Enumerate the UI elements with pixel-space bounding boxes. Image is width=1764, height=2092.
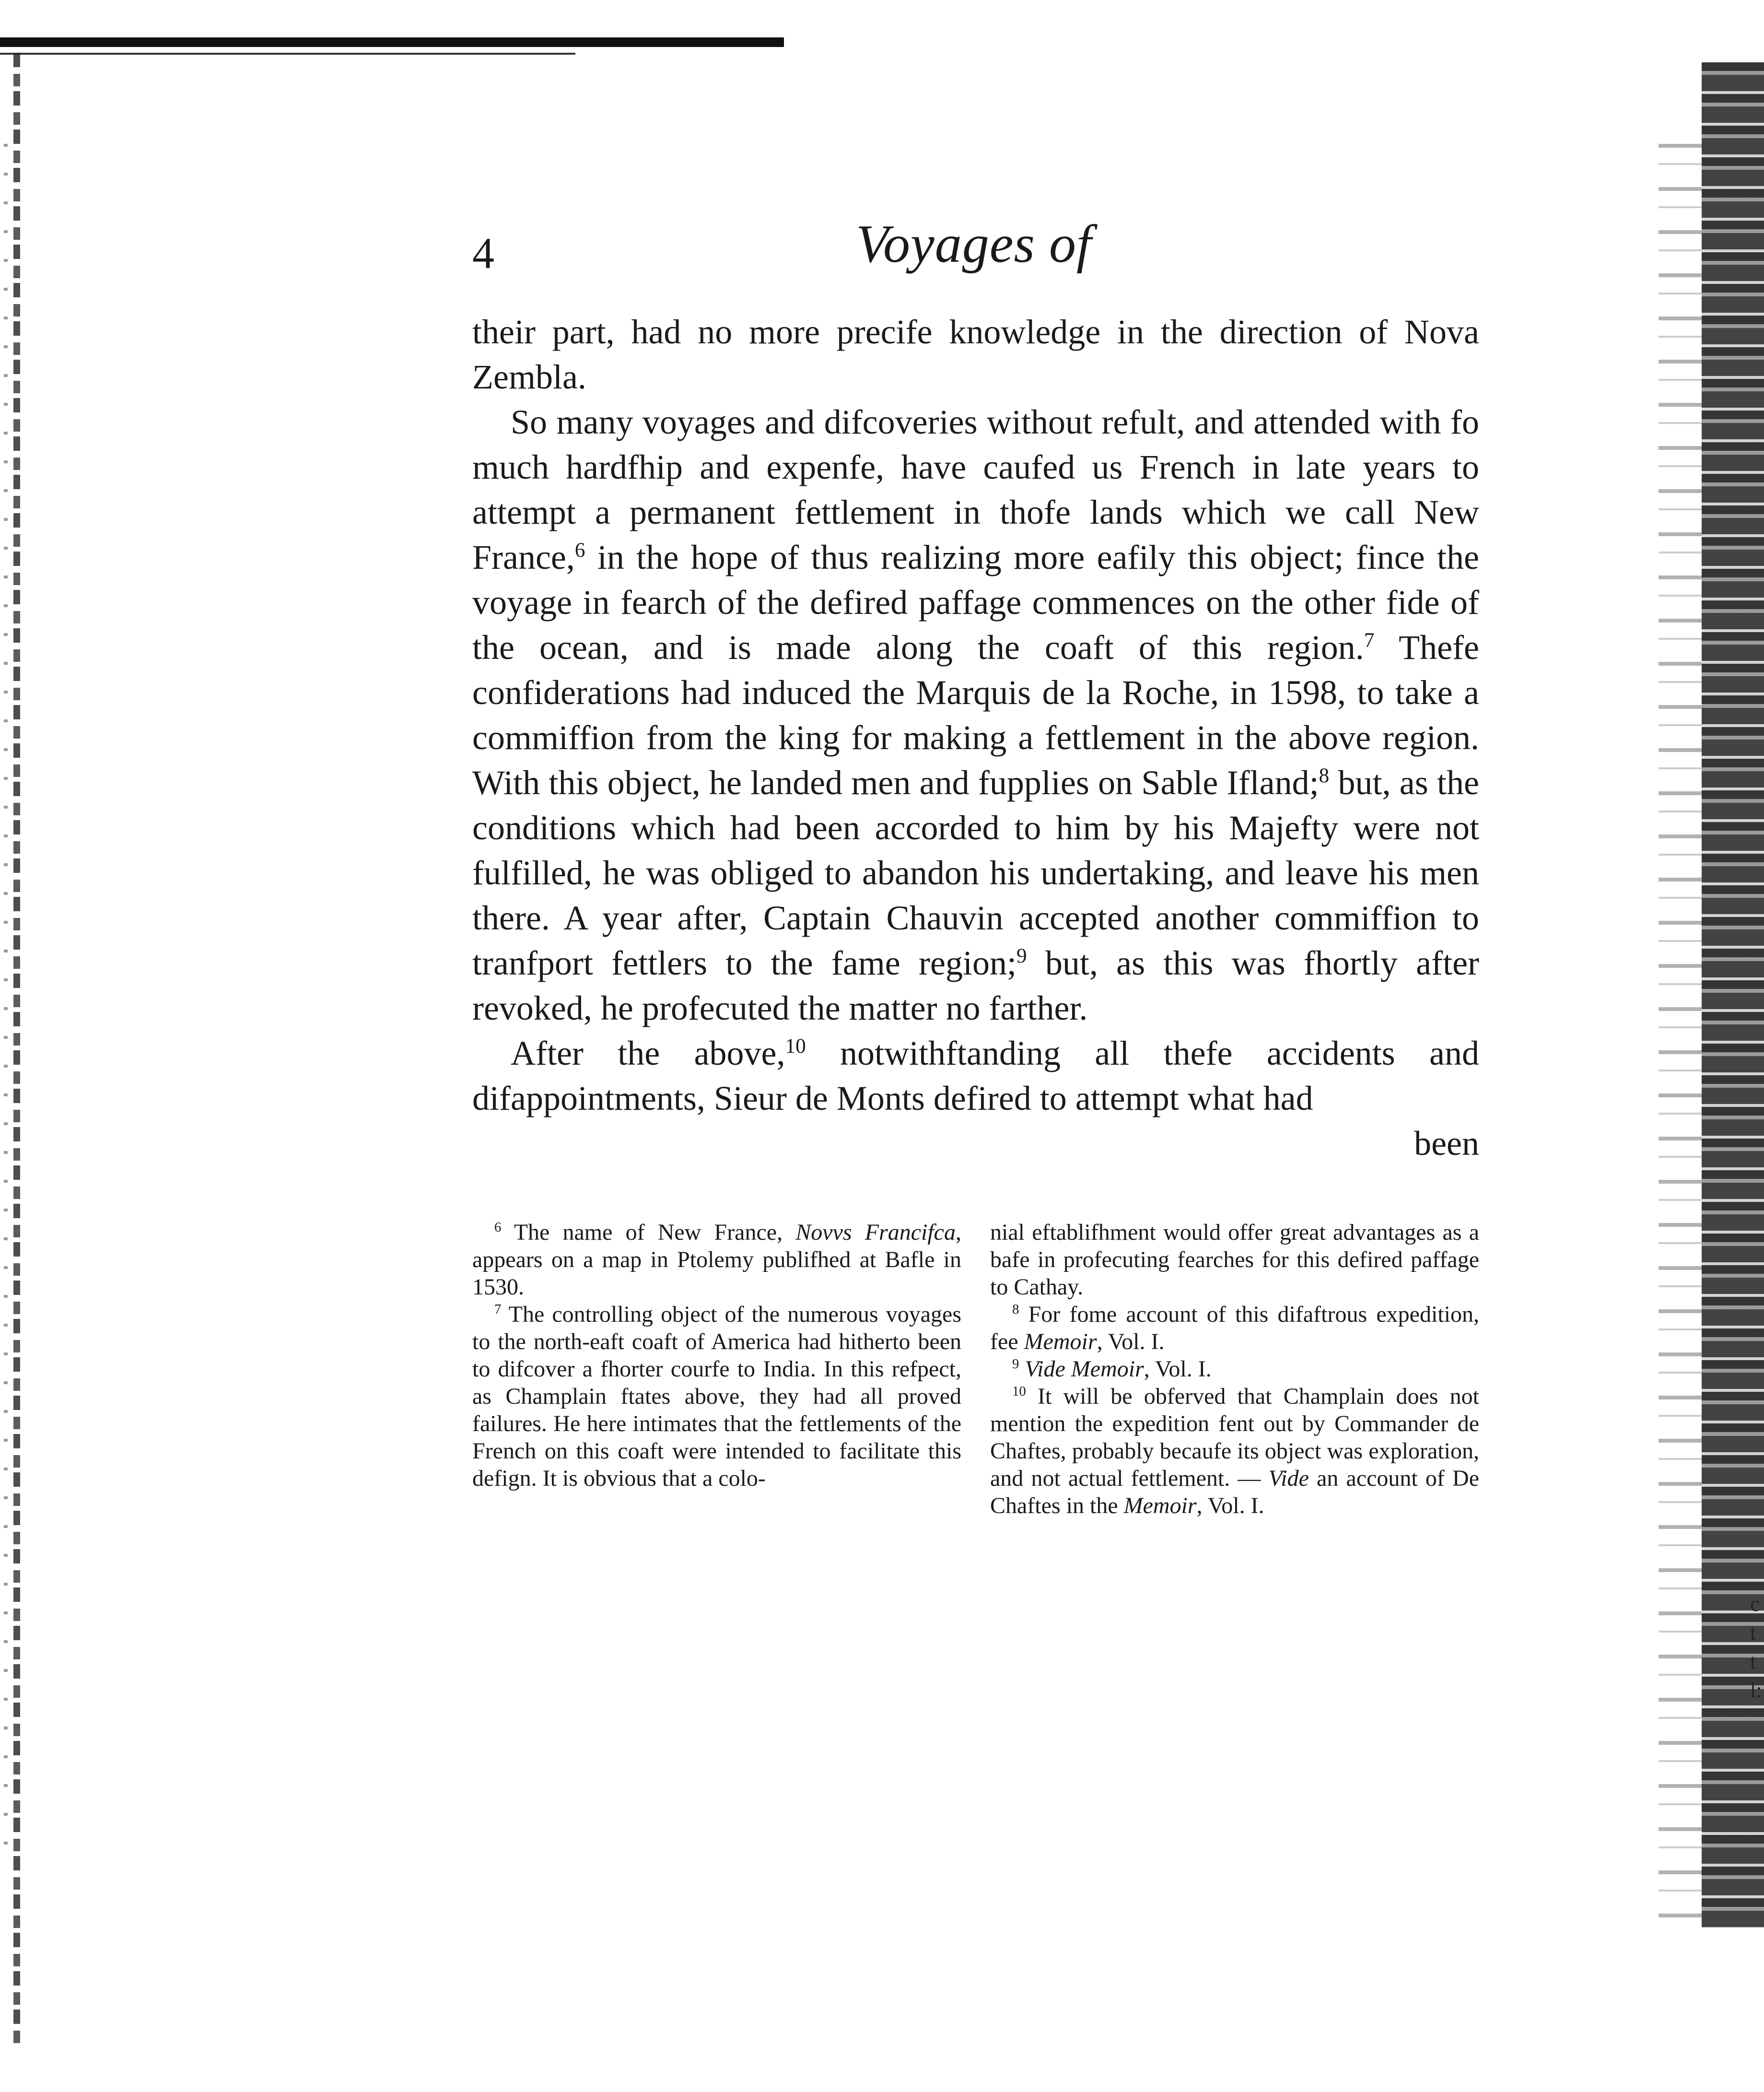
footnote-ref[interactable]: 8 — [1319, 764, 1330, 787]
scan-top-rule-thin — [0, 53, 575, 55]
footnote-ref[interactable]: 7 — [1364, 629, 1375, 652]
margin-letter: l: — [1750, 1679, 1762, 1702]
scan-top-rule — [0, 37, 784, 47]
book-page — [472, 213, 1479, 1519]
page-header — [472, 213, 1479, 309]
footnote-8: $^8$ For fome account of this difaftrous expedition, fee Memoir, Vol. I. — [990, 1302, 1479, 1354]
footnote-6: $^6$ The name of New France, Novvs Francifca, appears on a map in Ptolemy publifhed at Bafle in 1530. — [472, 1220, 961, 1300]
running-head: Voyages of — [856, 214, 1092, 274]
footnote-7: $^7$ The controlling object of the numerous voyages to the north-eaft coaft of America had hitherto been to difcover a fhorter courfe to India. In this refpect, as Champlain ftates above, they had all proved failures. He here intimates that the fettlements of the French on this coaft were intended to facilitate this defign. It is obvious that a colo- — [472, 1302, 961, 1491]
footnotes — [472, 1219, 1479, 1519]
footnote-ref[interactable]: 10 — [785, 1035, 806, 1058]
scan-right-shadow — [1659, 144, 1702, 1918]
footnote-10: $^{10}$ It will be obferved that Champlain does not mention the expedition fent out by Commander de Chaftes, probably becaufe its object was exploration, and not actual fettlement. — Vide an account of De Chaftes in the Memoir, Vol. I. — [990, 1384, 1479, 1518]
footnote-ref[interactable]: 9 — [1016, 945, 1027, 967]
scan-left-specks — [4, 144, 8, 1870]
next-page-margin-letters — [1750, 1590, 1764, 1705]
footnote-ref[interactable]: 6 — [574, 539, 585, 562]
page-number: 4 — [472, 229, 494, 278]
footnotes-left-column — [472, 1219, 961, 1519]
footnotes-right-column — [990, 1219, 1479, 1519]
margin-letter: c — [1750, 1592, 1760, 1616]
footnote-7-continued: nial eftablifhment would offer great advantages as a bafe in profecuting fearches for this defired paffage to Cathay. — [990, 1220, 1479, 1300]
paragraph: So many voyages and difcoveries without refult, and attended with fo much hardfhip and expenfe, have caufed us French in late years to attempt a permanent fettlement in thofe lands which we call New France,$^6$ in the hope of thus realizing more eafily this object; fince the voyage in fearch of the defired paffage commences on the other fide of the ocean, and is made along the coaft of this region.$^7$ Thefe confiderations had induced the Marquis de la Roche, in 1598, to take a commiffion from the king for making a fettlement in the above region. With this object, he landed men and fupplies on Sable Ifland;$^8$ but, as the conditions which had been accorded to him by his Majefty were not fulfilled, he was obliged to abandon his undertaking, and leave his men there. A year after, Captain Chauvin accepted another commiffion to tranfport fettlers to the fame region;$^9$ but, as this was fhortly after revoked, he profecuted the matter no farther. — [472, 403, 1480, 1027]
catchword: been — [1414, 1124, 1479, 1163]
paragraph-continued: their part, had no more precife knowledge in the direction of Nova Zembla. — [472, 313, 1479, 396]
scan-left-edge — [13, 53, 20, 2043]
margin-letter: t — [1750, 1650, 1756, 1673]
footnote-9: $^9$ Vide Memoir, Vol. I. — [1012, 1356, 1212, 1382]
margin-letter: t — [1750, 1621, 1756, 1645]
body-text — [472, 309, 1479, 1121]
paragraph: After the above,$^{10}$ notwithftanding all thefe accidents and difappointments, Sieur de Monts defired to attempt what had — [472, 1034, 1479, 1117]
